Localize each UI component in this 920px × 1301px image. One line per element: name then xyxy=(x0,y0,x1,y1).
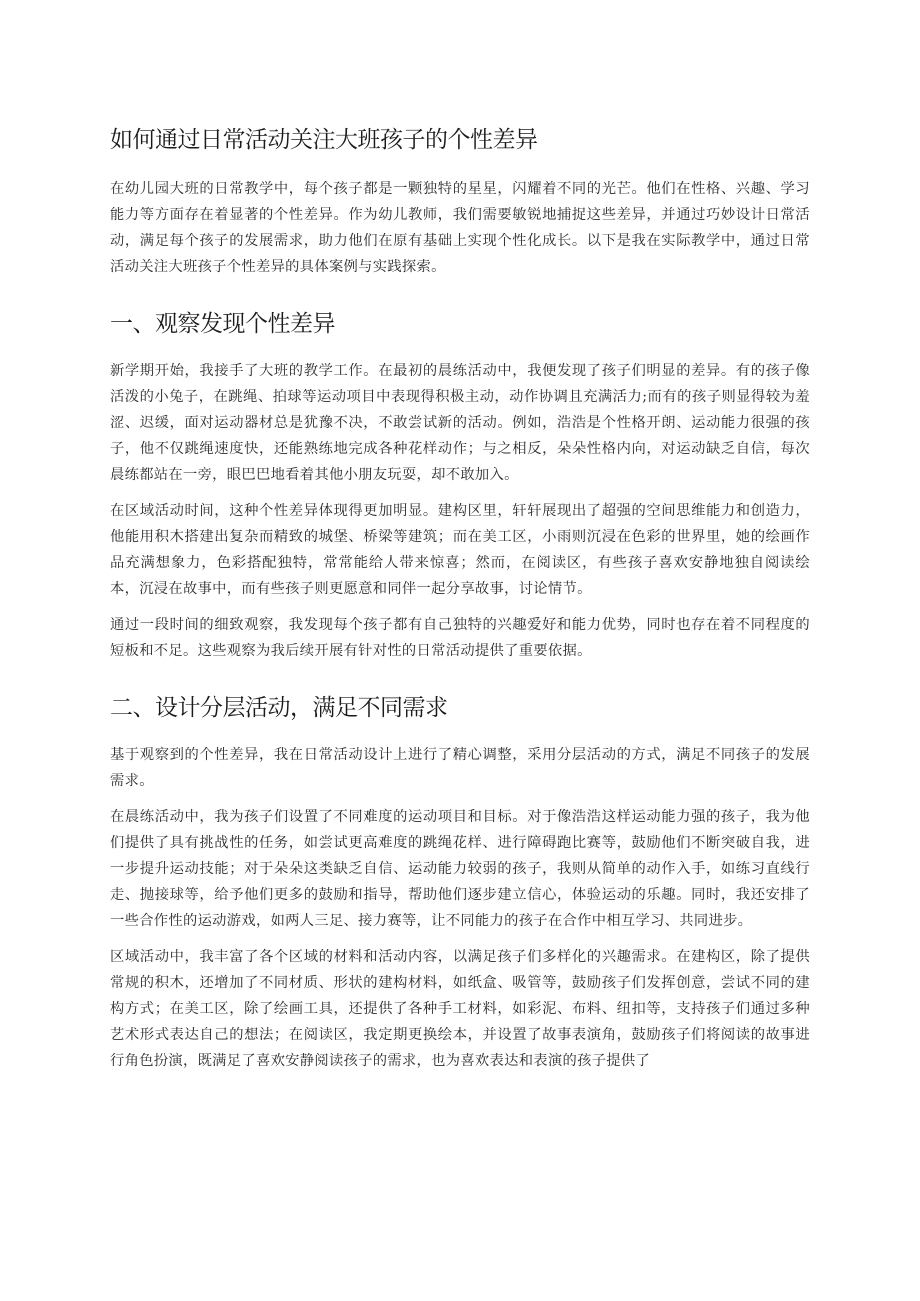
document-title: 如何通过日常活动关注大班孩子的个性差异 xyxy=(110,127,538,153)
intro-paragraph: 在幼儿园大班的日常教学中，每个孩子都是一颗独特的星星，闪耀着不同的光芒。他们在性格、兴趣、学习能力等方面存在着显著的个性差异。作为幼儿教师，我们需要敏锐地捕捉这些差异，并通过巧妙设计日常活动，满足每个孩子的发展需求，助力他们在原有基础上实现个性化成长。以下是我在实际教学中，通过日常活动关注大班孩子个性差异的具体案例与实践探索。 xyxy=(110,181,810,275)
section-paragraph: 区域活动中，我丰富了各个区域的材料和活动内容，以满足孩子们多样化的兴趣需求。在建构区，除了提供常规的积木，还增加了不同材质、形状的建构材料，如纸盒、吸管等，鼓励孩子们发挥创意，尝试不同的建构方式；在美工区，除了绘画工具，还提供了各种手工材料，如彩泥、布料、纽扣等，支持孩子们通过多种艺术形式表达自己的想法；在阅读区，我定期更换绘本，并设置了故事表演角，鼓励孩子们将阅读的故事进行角色扮演，既满足了喜欢安静阅读孩子的需求，也为喜欢表达和表演的孩子提供了 xyxy=(110,949,810,1069)
section-heading-design: 二、设计分层活动，满足不同需求 xyxy=(110,695,448,721)
document-body xyxy=(110,122,810,1084)
section-paragraph: 通过一段时间的细致观察，我发现每个孩子都有自己独特的兴趣爱好和能力优势，同时也存在着不同程度的短板和不足。这些观察为我后续开展有针对性的日常活动提供了重要依据。 xyxy=(110,617,810,659)
section-paragraph: 在晨练活动中，我为孩子们设置了不同难度的运动项目和目标。对于像浩浩这样运动能力强的孩子，我为他们提供了具有挑战性的任务，如尝试更高难度的跳绳花样、进行障碍跑比赛等，鼓励他们不断突破自我，进一步提升运动技能；对于朵朵这类缺乏自信、运动能力较弱的孩子，我则从简单的动作入手，如练习直线行走、抛接球等，给予他们更多的鼓励和指导，帮助他们逐步建立信心，体验运动的乐趣。同时，我还安排了一些合作性的运动游戏，如两人三足、接力赛等，让不同能力的孩子在合作中相互学习、共同进步。 xyxy=(110,809,810,929)
section-paragraph: 新学期开始，我接手了大班的教学工作。在最初的晨练活动中，我便发现了孩子们明显的差异。有的孩子像活泼的小兔子，在跳绳、拍球等运动项目中表现得积极主动，动作协调且充满活力;而有的孩子则显得较为羞涩、迟缓，面对运动器材总是犹豫不决，不敢尝试新的活动。例如，浩浩是个性格开朗、运动能力很强的孩子，他不仅跳绳速度快，还能熟练地完成各种花样动作；与之相反，朵朵性格内向，对运动缺乏自信，每次晨练都站在一旁，眼巴巴地看着其他小朋友玩耍，却不敢加入。 xyxy=(110,363,810,483)
section-paragraph: 在区域活动时间，这种个性差异体现得更加明显。建构区里，轩轩展现出了超强的空间思维能力和创造力，他能用积木搭建出复杂而精致的城堡、桥梁等建筑；而在美工区，小雨则沉浸在色彩的世界里，她的绘画作品充满想象力，色彩搭配独特，常常能给人带来惊喜；然而，在阅读区，有些孩子喜欢安静地独自阅读绘本，沉浸在故事中，而有些孩子则更愿意和同伴一起分享故事，讨论情节。 xyxy=(110,503,810,597)
section-paragraph: 基于观察到的个性差异，我在日常活动设计上进行了精心调整，采用分层活动的方式，满足不同孩子的发展需求。 xyxy=(110,747,810,789)
section-heading-observe: 一、观察发现个性差异 xyxy=(110,311,335,337)
